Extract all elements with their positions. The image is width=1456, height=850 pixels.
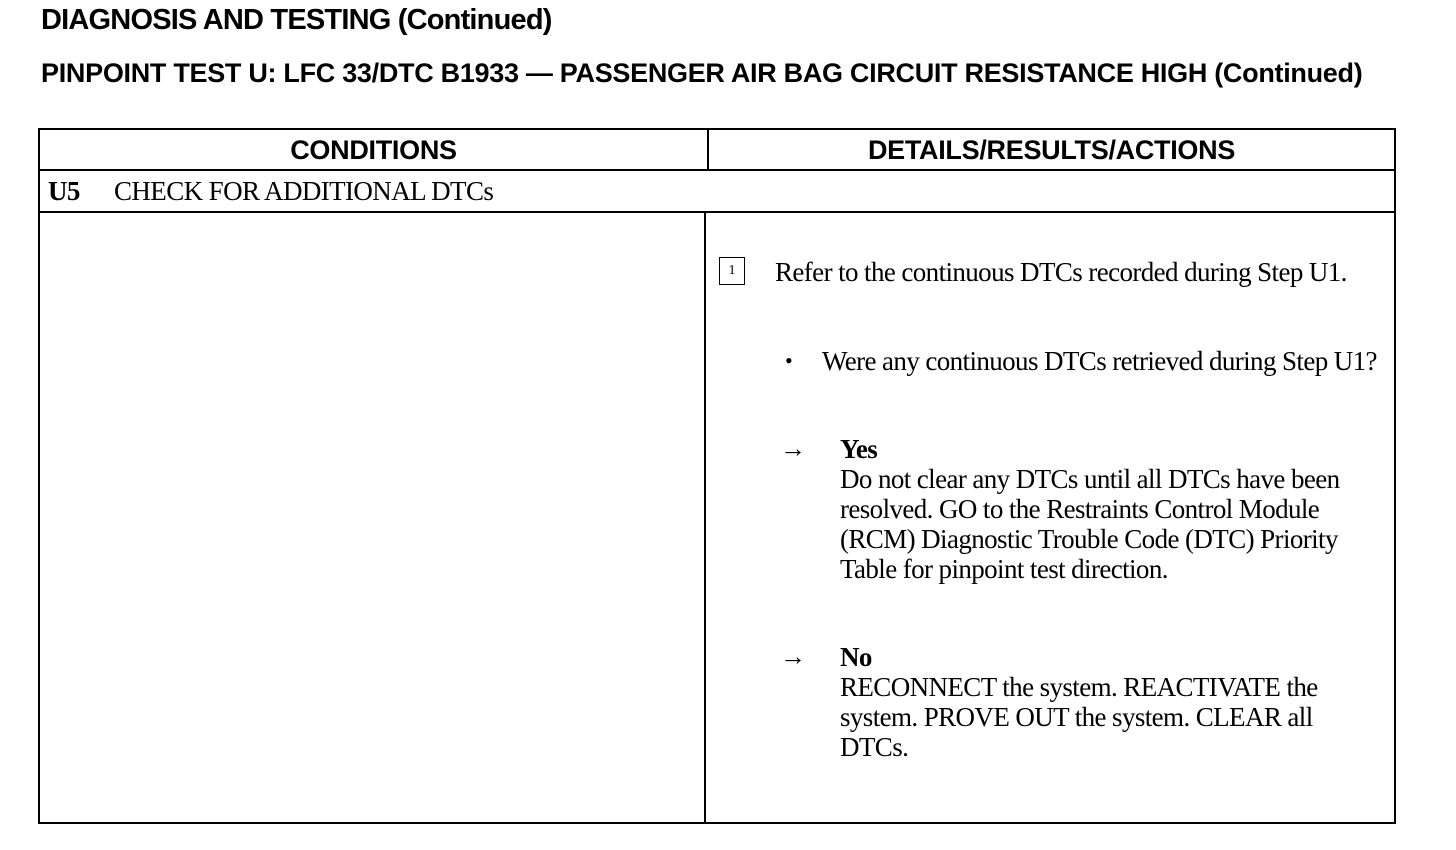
no-result-label: No	[840, 642, 872, 672]
step-title-row	[40, 171, 1394, 213]
no-result-action: RECONNECT the system. REACTIVATE the system. PROVE OUT the system. CLEAR all DTCs.	[840, 672, 1318, 762]
details-results-actions-header: DETAILS/RESULTS/ACTIONS	[867, 135, 1236, 165]
question-text: Were any continuous DTCs retrieved during Step U1?	[822, 346, 1377, 376]
yes-result-action: Do not clear any DTCs until all DTCs have been resolved. GO to the Restraints Control Module (RCM) Diagnostic Trouble Code (DTC) Priority Table for pinpoint test direction.	[840, 464, 1340, 584]
step-id: U5	[48, 176, 80, 206]
yes-result-label: Yes	[840, 434, 878, 464]
table-header-row	[40, 130, 1394, 171]
pinpoint-test-title: PINPOINT TEST U: LFC 33/DTC B1933 — PASSENGER AIR BAG CIRCUIT RESISTANCE HIGH (Continued)	[41, 58, 1363, 88]
column-divider	[704, 213, 706, 824]
pinpoint-test-table	[38, 128, 1396, 824]
step-number-box: 1	[719, 257, 745, 285]
step-title: CHECK FOR ADDITIONAL DTCs	[114, 176, 494, 206]
arrow-right-icon: →	[780, 642, 806, 671]
arrow-right-icon: →	[780, 434, 806, 463]
conditions-header: CONDITIONS	[40, 130, 709, 169]
section-heading: DIAGNOSIS AND TESTING (Continued)	[41, 4, 552, 36]
instruction-text: Refer to the continuous DTCs recorded during Step U1.	[775, 257, 1347, 287]
bullet-icon: •	[785, 348, 793, 373]
